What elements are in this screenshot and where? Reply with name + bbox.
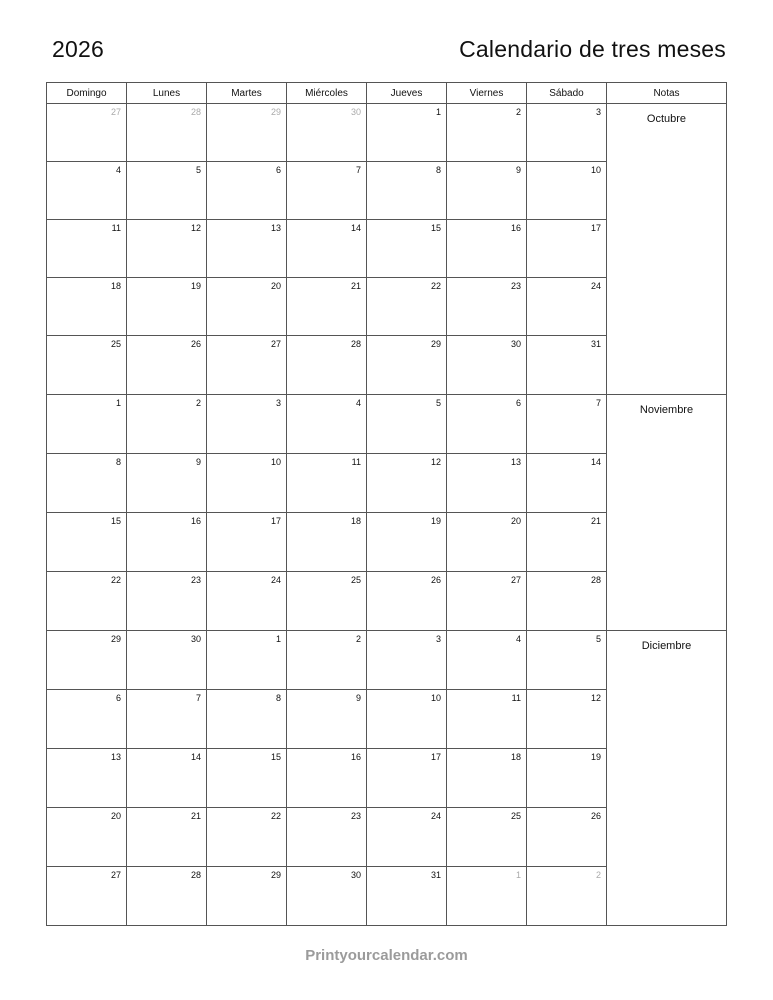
day-number: 14: [190, 752, 201, 762]
day-number: 8: [115, 457, 121, 467]
day-number: 16: [350, 752, 361, 762]
day-cell[interactable]: [367, 104, 447, 162]
day-cell[interactable]: [447, 395, 527, 454]
day-cell[interactable]: [527, 162, 607, 220]
day-cell[interactable]: [207, 336, 287, 395]
day-cell[interactable]: [207, 104, 287, 162]
day-number: 29: [270, 107, 281, 117]
day-cell[interactable]: [207, 631, 287, 690]
day-number: 28: [350, 339, 361, 349]
day-number: 5: [195, 165, 201, 175]
calendar-body: [47, 104, 727, 926]
day-number: 31: [430, 870, 441, 880]
page-title: Calendario de tres meses: [459, 36, 726, 62]
calendar-year: 2026: [52, 36, 104, 62]
day-cell[interactable]: [287, 162, 367, 220]
day-number: 24: [430, 811, 441, 821]
day-cell[interactable]: [367, 513, 447, 572]
day-number: 29: [110, 634, 121, 644]
day-cell[interactable]: [127, 162, 207, 220]
week-row: [47, 395, 727, 454]
day-number: 11: [111, 223, 121, 233]
day-number: 15: [270, 752, 281, 762]
day-number: 2: [355, 634, 361, 644]
week-row: [47, 104, 727, 162]
day-cell[interactable]: [47, 631, 127, 690]
day-cell[interactable]: [527, 690, 607, 749]
day-cell[interactable]: [47, 395, 127, 454]
day-cell[interactable]: [287, 454, 367, 513]
day-cell[interactable]: [127, 749, 207, 808]
calendar-grid: [46, 82, 727, 926]
day-number: 18: [510, 752, 521, 762]
day-number: 21: [590, 516, 601, 526]
weekday-header-row: [47, 83, 727, 104]
day-cell[interactable]: [287, 278, 367, 336]
day-cell[interactable]: [367, 867, 447, 926]
day-number: 17: [590, 223, 601, 233]
day-number: 14: [350, 223, 361, 233]
day-cell[interactable]: [367, 690, 447, 749]
day-number: 31: [590, 339, 601, 349]
day-number: 19: [190, 281, 201, 291]
day-number: 17: [430, 752, 441, 762]
day-number: 24: [270, 575, 281, 585]
day-cell[interactable]: [127, 631, 207, 690]
day-number: 30: [510, 339, 521, 349]
day-cell[interactable]: [287, 336, 367, 395]
day-number: 26: [190, 339, 201, 349]
day-cell[interactable]: [367, 572, 447, 631]
day-cell[interactable]: [367, 631, 447, 690]
day-number: 20: [510, 516, 521, 526]
day-cell[interactable]: [207, 690, 287, 749]
day-number: 13: [270, 223, 281, 233]
day-number: 1: [435, 107, 441, 117]
day-number: 26: [430, 575, 441, 585]
day-number: 4: [115, 165, 121, 175]
day-cell[interactable]: [127, 104, 207, 162]
day-cell[interactable]: [527, 749, 607, 808]
header-lunes: Lunes: [127, 83, 207, 104]
day-cell[interactable]: [207, 572, 287, 631]
day-cell[interactable]: [127, 572, 207, 631]
day-cell[interactable]: [367, 454, 447, 513]
day-cell[interactable]: [527, 336, 607, 395]
day-cell[interactable]: [127, 808, 207, 867]
day-cell[interactable]: [367, 749, 447, 808]
day-number: 25: [510, 811, 521, 821]
day-cell[interactable]: [127, 867, 207, 926]
day-cell[interactable]: [207, 513, 287, 572]
day-number: 21: [350, 281, 361, 291]
day-number: 15: [110, 516, 121, 526]
day-cell[interactable]: [287, 808, 367, 867]
day-number: 10: [430, 693, 441, 703]
day-cell[interactable]: [527, 572, 607, 631]
day-cell[interactable]: [527, 513, 607, 572]
month-label: Octubre: [646, 113, 687, 125]
day-number: 2: [595, 870, 601, 880]
day-cell[interactable]: [447, 220, 527, 278]
day-number: 18: [110, 281, 121, 291]
day-cell[interactable]: [447, 867, 527, 926]
notes-noviembre[interactable]: [607, 395, 727, 631]
day-cell[interactable]: [447, 278, 527, 336]
day-cell[interactable]: [287, 631, 367, 690]
day-number: 11: [351, 457, 361, 467]
day-cell[interactable]: [447, 336, 527, 395]
day-number: 7: [195, 693, 201, 703]
day-number: 25: [350, 575, 361, 585]
day-cell[interactable]: [207, 749, 287, 808]
day-number: 3: [435, 634, 441, 644]
day-cell[interactable]: [47, 162, 127, 220]
day-cell[interactable]: [447, 104, 527, 162]
day-number: 19: [590, 752, 601, 762]
day-cell[interactable]: [47, 808, 127, 867]
footer-site: Printyourcalendar.com: [305, 947, 468, 964]
header-viernes: Viernes: [447, 83, 527, 104]
day-number: 13: [110, 752, 121, 762]
day-number: 15: [430, 223, 441, 233]
day-number: 1: [275, 634, 281, 644]
day-cell[interactable]: [287, 104, 367, 162]
day-cell[interactable]: [47, 220, 127, 278]
day-number: 20: [270, 281, 281, 291]
day-number: 20: [110, 811, 121, 821]
day-number: 3: [595, 107, 601, 117]
header-domingo: Domingo: [47, 83, 127, 104]
day-cell[interactable]: [207, 220, 287, 278]
day-cell[interactable]: [367, 162, 447, 220]
day-number: 2: [195, 398, 201, 408]
day-cell[interactable]: [47, 749, 127, 808]
day-cell[interactable]: [287, 867, 367, 926]
day-number: 13: [510, 457, 521, 467]
day-cell[interactable]: [367, 808, 447, 867]
day-cell[interactable]: [367, 278, 447, 336]
day-cell[interactable]: [527, 278, 607, 336]
day-cell[interactable]: [47, 867, 127, 926]
day-cell[interactable]: [447, 162, 527, 220]
day-cell[interactable]: [527, 104, 607, 162]
day-number: 28: [190, 870, 201, 880]
day-cell[interactable]: [527, 220, 607, 278]
day-cell[interactable]: [447, 572, 527, 631]
day-number: 30: [350, 870, 361, 880]
day-cell[interactable]: [47, 278, 127, 336]
day-cell[interactable]: [527, 867, 607, 926]
day-number: 25: [110, 339, 121, 349]
day-number: 9: [515, 165, 521, 175]
day-cell[interactable]: [527, 454, 607, 513]
day-number: 23: [350, 811, 361, 821]
day-cell[interactable]: [47, 513, 127, 572]
day-number: 6: [115, 693, 121, 703]
day-number: 5: [435, 398, 441, 408]
day-number: 27: [270, 339, 281, 349]
day-cell[interactable]: [367, 336, 447, 395]
day-cell[interactable]: [207, 808, 287, 867]
day-cell[interactable]: [127, 454, 207, 513]
day-number: 19: [430, 516, 441, 526]
day-number: 3: [275, 398, 281, 408]
day-number: 10: [590, 165, 601, 175]
day-number: 8: [435, 165, 441, 175]
day-number: 14: [590, 457, 601, 467]
day-cell[interactable]: [47, 104, 127, 162]
day-number: 4: [515, 634, 521, 644]
day-number: 12: [190, 223, 201, 233]
day-cell[interactable]: [127, 220, 207, 278]
day-number: 9: [195, 457, 201, 467]
month-label: Diciembre: [641, 640, 692, 652]
day-number: 23: [190, 575, 201, 585]
day-number: 12: [430, 457, 441, 467]
day-number: 12: [590, 693, 601, 703]
day-cell[interactable]: [127, 513, 207, 572]
day-cell[interactable]: [287, 572, 367, 631]
day-number: 22: [430, 281, 441, 291]
day-cell[interactable]: [287, 395, 367, 454]
day-cell[interactable]: [447, 690, 527, 749]
day-number: 2: [515, 107, 521, 117]
day-cell[interactable]: [447, 513, 527, 572]
day-number: 18: [350, 516, 361, 526]
day-cell[interactable]: [207, 867, 287, 926]
day-number: 29: [430, 339, 441, 349]
day-number: 28: [590, 575, 601, 585]
header-notas: Notas: [607, 83, 727, 104]
day-cell[interactable]: [287, 220, 367, 278]
header-martes: Martes: [207, 83, 287, 104]
day-cell[interactable]: [447, 631, 527, 690]
header-miercoles: Miércoles: [287, 83, 367, 104]
day-cell[interactable]: [47, 690, 127, 749]
day-number: 30: [350, 107, 361, 117]
day-number: 9: [355, 693, 361, 703]
month-label: Noviembre: [639, 404, 694, 416]
day-cell[interactable]: [287, 690, 367, 749]
day-number: 27: [110, 107, 121, 117]
day-number: 28: [190, 107, 201, 117]
day-number: 21: [190, 811, 201, 821]
day-cell[interactable]: [287, 513, 367, 572]
day-number: 8: [275, 693, 281, 703]
day-number: 6: [275, 165, 281, 175]
day-cell[interactable]: [207, 162, 287, 220]
day-number: 1: [115, 398, 121, 408]
day-number: 16: [510, 223, 521, 233]
day-number: 30: [190, 634, 201, 644]
day-cell[interactable]: [447, 454, 527, 513]
day-cell[interactable]: [527, 395, 607, 454]
day-cell[interactable]: [447, 808, 527, 867]
day-cell[interactable]: [207, 454, 287, 513]
day-cell[interactable]: [47, 454, 127, 513]
day-number: 17: [270, 516, 281, 526]
day-number: 16: [190, 516, 201, 526]
day-number: 29: [270, 870, 281, 880]
day-number: 5: [595, 634, 601, 644]
day-number: 4: [355, 398, 361, 408]
day-number: 22: [110, 575, 121, 585]
day-cell[interactable]: [47, 572, 127, 631]
day-cell[interactable]: [127, 278, 207, 336]
day-number: 10: [270, 457, 281, 467]
header-sabado: Sábado: [527, 83, 607, 104]
day-cell[interactable]: [287, 749, 367, 808]
day-cell[interactable]: [127, 395, 207, 454]
day-number: 26: [590, 811, 601, 821]
day-number: 1: [515, 870, 521, 880]
day-cell[interactable]: [127, 336, 207, 395]
day-cell[interactable]: [47, 336, 127, 395]
day-number: 11: [511, 693, 521, 703]
day-number: 24: [590, 281, 601, 291]
day-number: 27: [510, 575, 521, 585]
day-cell[interactable]: [207, 278, 287, 336]
day-cell[interactable]: [447, 749, 527, 808]
day-cell[interactable]: [367, 395, 447, 454]
day-cell[interactable]: [367, 220, 447, 278]
day-number: 7: [595, 398, 601, 408]
day-number: 23: [510, 281, 521, 291]
notes-octubre[interactable]: [607, 104, 727, 395]
notes-diciembre[interactable]: [607, 631, 727, 926]
header-jueves: Jueves: [367, 83, 447, 104]
day-number: 22: [270, 811, 281, 821]
day-cell[interactable]: [527, 631, 607, 690]
day-cell[interactable]: [127, 690, 207, 749]
day-number: 27: [110, 870, 121, 880]
day-number: 7: [355, 165, 361, 175]
week-row: [47, 631, 727, 690]
day-cell[interactable]: [527, 808, 607, 867]
day-cell[interactable]: [207, 395, 287, 454]
day-number: 6: [515, 398, 521, 408]
